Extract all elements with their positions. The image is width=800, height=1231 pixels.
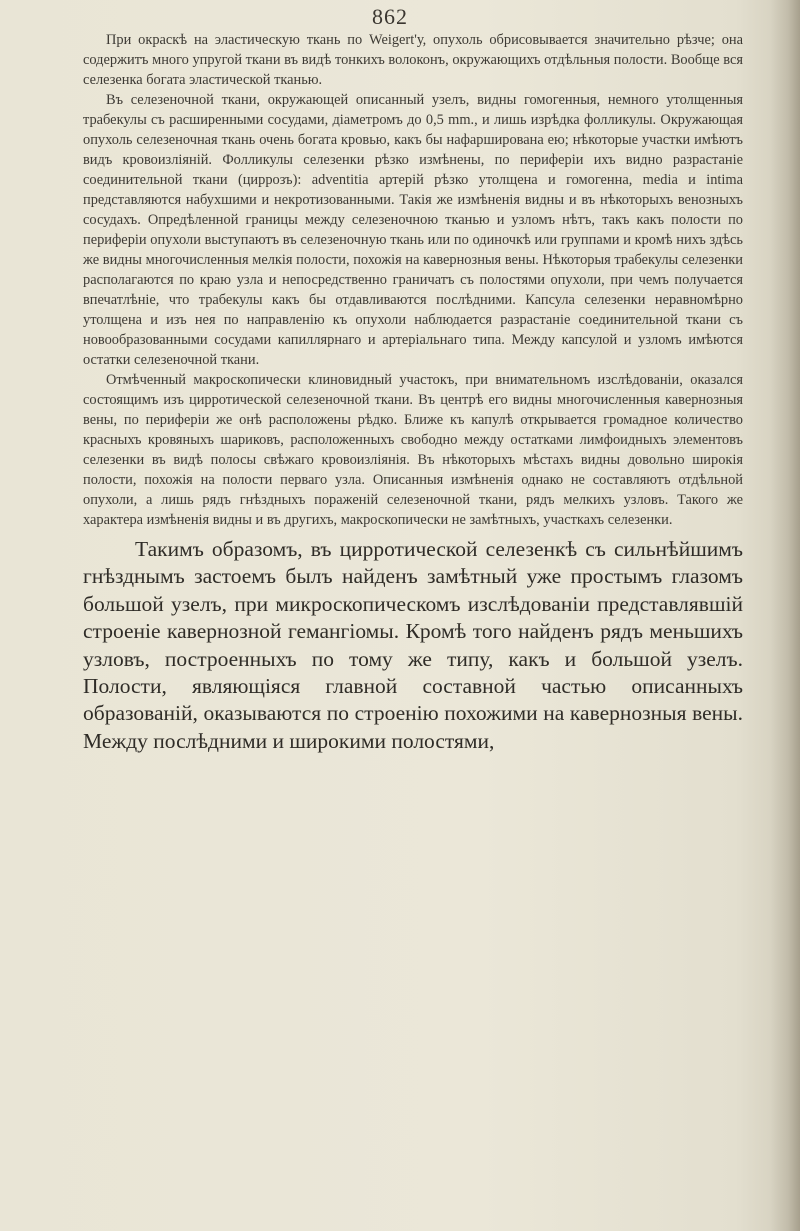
large-print-section (83, 536, 743, 755)
paragraph-splenic-tissue: Въ селезеночной ткани, окружающей описанный узелъ, видны гомогенныя, немного утолщенныя трабекулы съ расширенными сосудами, діаметромъ до 0,5 mm., и лишь изрѣдка фолликулы. Окружающая опухоль селезеночная ткань очень богата кровью, какъ бы нафарширована ею; нѣкоторые участки имѣютъ видъ кровоизліяній. Фолликулы селезенки рѣзко измѣнены, по периферіи ихъ видно разрастаніе соединительной ткани (циррозъ): adventitia артерій рѣзко утолщена и гомогенна, media и intima представляются набухшими и некротизованными. Такія же измѣненія видны и въ нѣкоторыхъ венозныхъ сосудахъ. Опредѣленной границы между селезеночною тканью и узломъ нѣтъ, такъ какъ полости по периферіи опухоли выступаютъ въ селезеночную ткань или по одиночкѣ или группами и кромѣ нихъ здѣсь же видны многочисленныя мелкія полости, похожія на кавернозныя вены. Нѣкоторыя трабекулы селезенки располагаются по краю узла и непосредственно граничатъ съ полостями опухоли, при чемъ получается впечатлѣніе, что трабекулы какъ бы отдавливаются послѣдними. Капсула селезенки неравномѣрно утолщена и изъ нея по направленію къ опухоли наблюдается разрастаніе соединительной ткани съ новообразованными сосудами капиллярнаго и артеріальнаго типа. Между капсулой и узломъ имѣются остатки селезеночной ткани. (83, 92, 743, 368)
page-edge-shadow (770, 0, 800, 1231)
paragraph-elastic-stain: При окраскѣ на эластическую ткань по Weigert'у, опухоль обрисовывается значительно рѣзче; она содержитъ много упругой ткани въ видѣ тонкихъ волоконъ, окружающихъ отдѣльныя полости. Вообще вся селезенка богата эластической тканью. (83, 32, 743, 88)
body-text (83, 30, 743, 755)
page-number: 862 (372, 4, 408, 29)
paragraph-conclusion: Такимъ образомъ, въ цирротической селезенкѣ съ сильнѣйшимъ гнѣзднымъ застоемъ былъ найденъ замѣтный уже простымъ глазомъ большой узелъ, при микроскопическомъ изслѣдованіи представлявшій строеніе кавернозной гемангіомы. Кромѣ того найденъ рядъ меньшихъ узловъ, построенныхъ по тому же типу, какъ и большой узелъ. Полости, являющіяся главной составной частью описанныхъ образованій, оказываются по строенію похожими на кавернозныя вены. Между послѣдними и широкими полостями, (83, 537, 743, 753)
small-print-section (83, 30, 743, 530)
paragraph-wedge-area: Отмѣченный макроскопически клиновидный участокъ, при внимательномъ изслѣдованіи, оказался состоящимъ изъ цирротической селезеночной ткани. Въ центрѣ его видны многочисленныя кавернозныя вены, по периферіи же онѣ расположены рѣдко. Ближе къ капулѣ открывается громадное количество красныхъ кровяныхъ шариковъ, расположенныхъ свободно между остатками лимфоидныхъ элементовъ селезенки въ видѣ полосы свѣжаго кровоизліянія. Въ нѣкоторыхъ мѣстахъ видны довольно широкія полости, похожія на полости перваго узла. Описанныя измѣненія однако не составляютъ отдѣльной опухоли, а лишь рядъ гнѣздныхъ пораженій селезеночной ткани, рядъ мелкихъ узловъ. Такого же характера измѣненія видны и въ другихъ, макроскопически не замѣтныхъ, участкахъ селезенки. (83, 372, 743, 528)
